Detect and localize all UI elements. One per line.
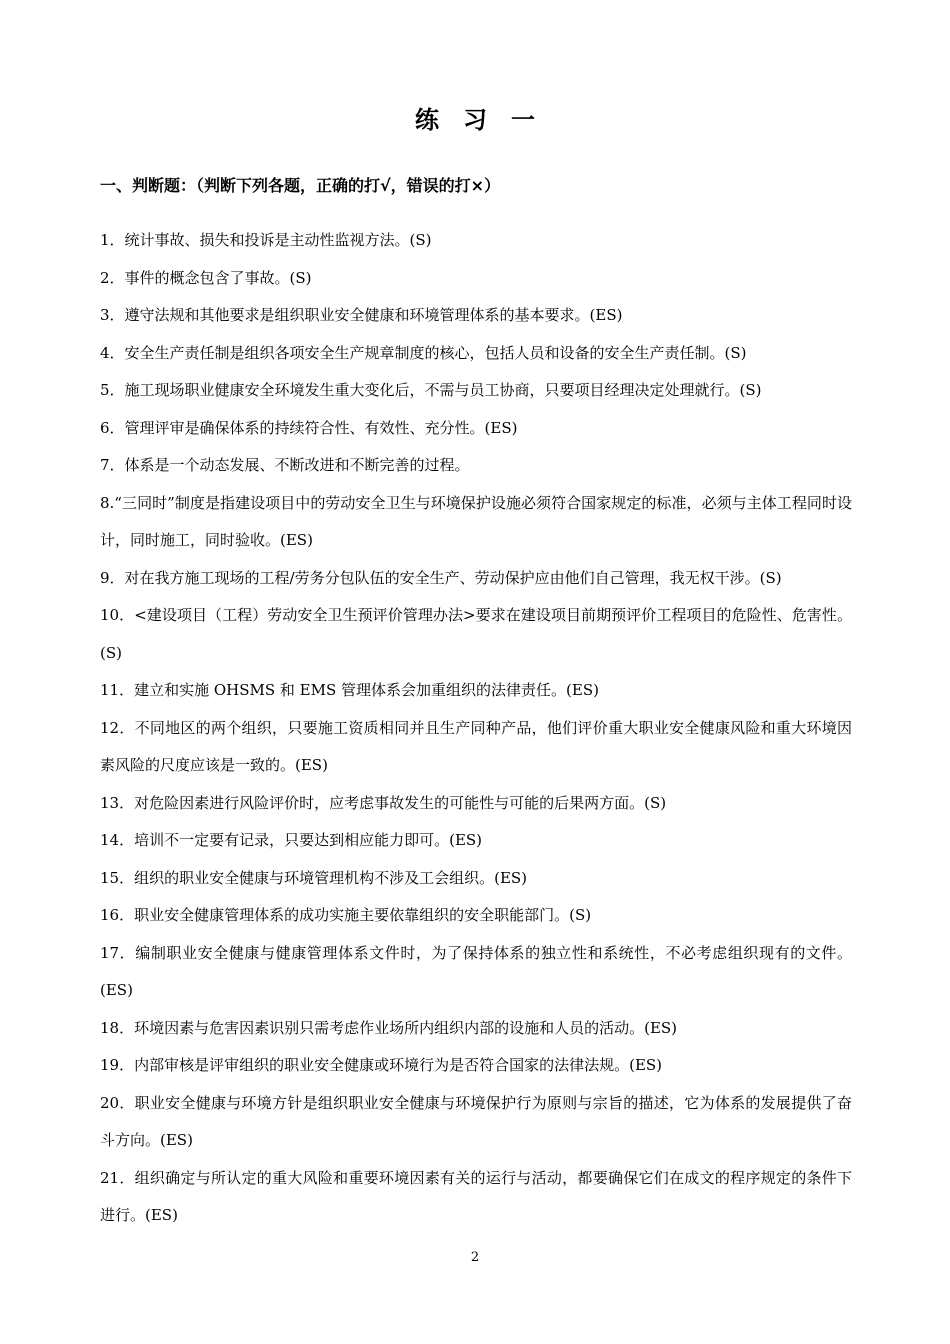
question-item: 8.“三同时”制度是指建设项目中的劳动安全卫生与环境保护设施必须符合国家规定的标准，必须与主体工程同时设计，同时施工，同时验收。(ES) [100,493,852,549]
question-item: 11．建立和实施 OHSMS 和 EMS 管理体系会加重组织的法律责任。(ES) [100,681,599,699]
question-item: 4．安全生产责任制是组织各项安全生产规章制度的核心，包括人员和设备的安全生产责任制。(S) [100,343,747,362]
page-title: 练 习 一 [415,106,535,134]
question-list [100,222,852,1235]
question-item: 1．统计事故、损失和投诉是主动性监视方法。(S) [100,231,432,249]
question-item: 6．管理评审是确保体系的持续符合性、有效性、充分性。(ES) [100,418,518,437]
question-item: 14．培训不一定要有记录，只要达到相应能力即可。(ES) [100,831,483,849]
question-item: 3．遵守法规和其他要求是组织职业安全健康和环境管理体系的基本要求。(ES) [100,306,623,324]
question-item: 12．不同地区的两个组织，只要施工资质相同并且生产同种产品，他们评价重大职业安全健康风险和重大环境因素风险的尺度应该是一致的。(ES) [100,718,852,774]
question-item: 16．职业安全健康管理体系的成功实施主要依靠组织的安全职能部门。(S) [100,906,592,924]
question-item: 17．编制职业安全健康与健康管理体系文件时，为了保持体系的独立性和系统性，不必考虑组织现有的文件。(ES) [100,943,852,999]
question-item: 2．事件的概念包含了事故。(S) [100,268,312,287]
question-item: 13．对危险因素进行风险评价时，应考虑事故发生的可能性与可能的后果两方面。(S) [100,793,667,812]
question-item: 15．组织的职业安全健康与环境管理机构不涉及工会组织。(ES) [100,868,528,887]
question-item: 5．施工现场职业健康安全环境发生重大变化后，不需与员工协商，只要项目经理决定处理就行。(S) [100,381,762,399]
question-item: 21．组织确定与所认定的重大风险和重要环境因素有关的运行与活动，都要确保它们在成文的程序规定的条件下进行。(ES) [100,1168,852,1224]
question-item: 20．职业安全健康与环境方针是组织职业安全健康与环境保护行为原则与宗旨的描述，它为体系的发展提供了奋斗方向。(ES) [100,1093,852,1149]
section-heading: 一、判断题：（判断下列各题，正确的打√，错误的打×） [100,176,501,195]
question-item: 10．<建设项目（工程）劳动安全卫生预评价管理办法>要求在建设项目前期预评价工程项目的危险性、危害性。(S) [100,606,852,662]
question-item: 7．体系是一个动态发展、不断改进和不断完善的过程。 [100,456,470,474]
question-item: 9．对在我方施工现场的工程/劳务分包队伍的安全生产、劳动保护应由他们自己管理，我无权干涉。(S) [100,568,782,587]
question-item: 18．环境因素与危害因素识别只需考虑作业场所内组织内部的设施和人员的活动。(ES) [100,1018,678,1037]
question-item: 19．内部审核是评审组织的职业安全健康或环境行为是否符合国家的法律法规。(ES) [100,1056,663,1074]
page-number: 2 [470,1250,480,1265]
